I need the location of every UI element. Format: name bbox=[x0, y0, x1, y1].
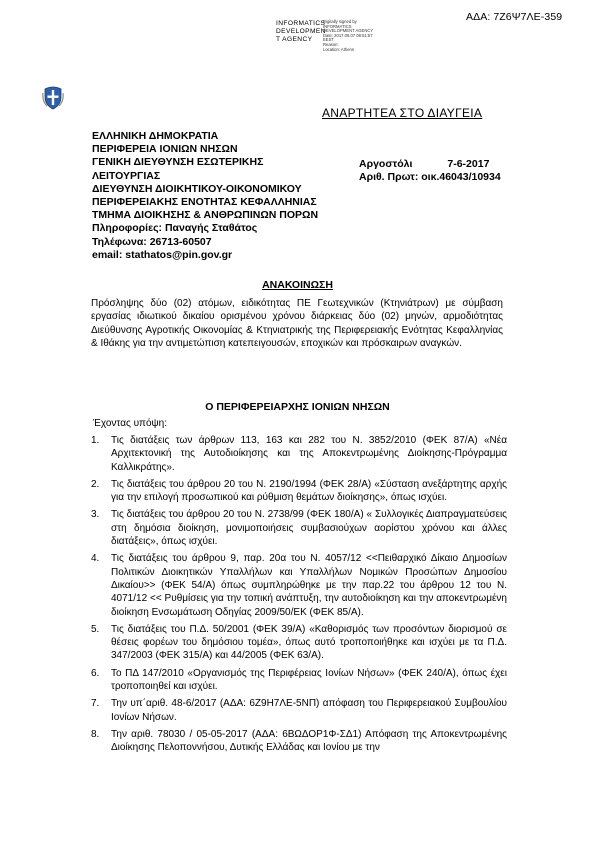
place-date: Αργοστόλι 7-6-2017 bbox=[359, 158, 490, 170]
authority-line: ΛΕΙΤΟΥΡΓΙΑΣ bbox=[92, 169, 161, 182]
list-item-text: Τις διατάξεις του άρθρου 20 του Ν. 2190/1994 (ΦΕΚ 28/Α) «Σύσταση ανεξάρτητης αρχής για την επιλογή προσωπικού και ρύθμιση θεμάτων διοίκησης», όπως ισχύει. bbox=[111, 478, 507, 504]
signature-detail-line: Location: Athens bbox=[323, 46, 354, 52]
list-item-number: 4. bbox=[91, 553, 100, 565]
authority-line: ΔΙΕΥΘΥΝΣΗ ΔΙΟΙΚΗΤΙΚΟΥ-ΟΙΚΟΝΟΜΙΚΟΥ bbox=[92, 182, 302, 195]
signature-org-line: DEVELOPMEN bbox=[276, 28, 326, 35]
list-item-text: Την υπ΄αριθ. 48-6/2017 (ΑΔΑ: 6Ζ9Η7ΛΕ-5ΝΠ) απόφαση του Περιφερειακού Συμβουλίου Ιονίων Νήσων. bbox=[111, 698, 507, 723]
contact-info: Πληροφορίες: Παναγής Σταθάτος bbox=[92, 222, 258, 235]
contact-phone: Τηλέφωνα: 26713-60507 bbox=[92, 235, 212, 248]
authority-line: ΓΕΝΙΚΗ ΔΙΕΥΘΥΝΣΗ ΕΣΩΤΕΡΙΚΗΣ bbox=[92, 156, 264, 169]
notice-intro-paragraph: Πρόσληψης δύο (02) ατόμων, ειδικότητας ΠΕ Γεωτεχνικών (Κτηνιάτρων) με σύμβαση εργασίας ιδιωτικού δικαίου ορισμένου χρόνου διάρκειας δύο (02) μηνών, αρμοδιότητας Διεύθυνσης Αγροτικής Οικονομίας & Κτηνιατρικής της Περιφερειακής Ενότητας Κεφαλληνίας & Ιθάκης για την αντιμετώπιση κατεπειγουσών, εποχικών και πρόσκαιρων αναγκών. bbox=[91, 298, 503, 349]
signature-org bbox=[276, 20, 326, 44]
list-item-number: 7. bbox=[91, 698, 100, 710]
list-item bbox=[91, 508, 507, 548]
authority-line: ΠΕΡΙΦΕΡΕΙΑ ΙΟΝΙΩΝ ΝΗΣΩΝ bbox=[92, 143, 238, 156]
list-item-text: Την αριθ. 78030 / 05-05-2017 (ΑΔΑ: 6ΒΩΔΟΡ1Φ-ΣΔ1) Απόφαση της Αποκεντρωμένης Διοίκησης Πελοποννήσου, Δυτικής Ελλάδας και Ιονίου με την bbox=[111, 728, 507, 754]
authority-line: ΕΛΛΗΝΙΚΗ ΔΗΜΟΚΡΑΤΙΑ bbox=[92, 130, 219, 142]
list-item bbox=[91, 667, 507, 694]
list-item-number: 1. bbox=[91, 435, 100, 446]
signature-org-line: INFORMATICS bbox=[276, 20, 326, 27]
signature-detail-line: INFORMATICS bbox=[323, 23, 352, 29]
signature-org-line: T AGENCY bbox=[276, 36, 313, 43]
list-item bbox=[91, 728, 507, 755]
authority-line: ΠΕΡΙΦΕΡΕΙΑΚΗΣ ΕΝΟΤΗΤΑΣ ΚΕΦΑΛΛΗΝΙΑΣ bbox=[92, 196, 317, 209]
signature-detail-line: DEVELOPMENT AGENCY bbox=[323, 28, 374, 34]
date-protocol-block bbox=[359, 158, 501, 184]
signature-detail-line: EEST bbox=[323, 37, 334, 43]
signature-detail-line: Reason: bbox=[323, 41, 339, 47]
contact-email: email: stathatos@pin.gov.gr bbox=[92, 248, 233, 261]
list-item bbox=[91, 434, 507, 474]
ada-code: ΑΔΑ: 7Ζ6Ψ7ΛΕ-359 bbox=[466, 11, 563, 23]
list-item bbox=[91, 623, 507, 663]
signature-detail-line: Date: 2017.06.07 08:51:57 bbox=[323, 32, 373, 38]
signature-details bbox=[323, 20, 383, 52]
publish-to-diavgeia-note: ΑΝΑΡΤΗΤΕΑ ΣΤΟ ΔΙΑΥΓΕΙΑ bbox=[322, 106, 483, 120]
authority-line: ΤΜΗΜΑ ΔΙΟΙΚΗΣΗΣ & ΑΝΘΡΩΠΙΝΩΝ ΠΟΡΩΝ bbox=[92, 209, 319, 222]
list-item-number: 3. bbox=[91, 509, 100, 521]
list-item-number: 8. bbox=[91, 728, 100, 740]
list-item-text: Το ΠΔ 147/2010 «Οργανισμός της Περιφέρειας Ιονίων Νήσων» (ΦΕΚ 240/Α), όπως έχει τροποποιηθεί και ισχύει. bbox=[111, 667, 507, 693]
notice-title: ΑΝΑΚΟΙΝΩΣΗ bbox=[262, 279, 333, 291]
list-item bbox=[91, 478, 507, 505]
greek-emblem-icon bbox=[42, 84, 64, 110]
protocol-number: Αριθ. Πρωτ: οικ.46043/10934 bbox=[359, 171, 501, 184]
legal-basis-list bbox=[91, 434, 507, 759]
regional-governor-heading: Ο ΠΕΡΙΦΕΡΕΙΑΡΧΗΣ ΙΟΝΙΩΝ ΝΗΣΩΝ bbox=[205, 401, 390, 413]
list-item-number: 5. bbox=[91, 623, 100, 635]
list-item bbox=[91, 552, 507, 618]
list-item-text: Τις διατάξεις των άρθρων 113, 163 και 282 του Ν. 3852/2010 (ΦΕΚ 87/Α) «Νέα Αρχιτεκτονική της Αυτοδιοίκησης και της Αποκεντρωμένης Διοίκησης-Πρόγραμμα Καλλικράτης». bbox=[111, 435, 507, 473]
list-item-number: 2. bbox=[91, 478, 100, 490]
signature-detail-line: Digitally signed by bbox=[323, 19, 357, 24]
list-item bbox=[91, 697, 507, 724]
issuing-authority-block bbox=[92, 130, 318, 262]
considering-label: Έχοντας υπόψη: bbox=[93, 418, 167, 429]
list-item-text: Τις διατάξεις του Π.Δ. 50/2001 (ΦΕΚ 39/Α) «Καθορισμός των προσόντων διορισμού σε θέσεις φορέων του δημόσιου τομέα», όπως αυτό τροποποιήθηκε και ισχύει με τα Π.Δ. 347/2003 (ΦΕΚ 315/Α) και 44/2005 (ΦΕΚ 63/Α). bbox=[111, 623, 507, 662]
list-item-text: Τις διατάξεις του άρθρου 9, παρ. 20α του Ν. 4057/12 <<Πειθαρχικό Δίκαιο Δημοσίων Πολιτικών Διοικητικών Υπαλλήλων και Υπαλλήλων Νομικών Προσώπων Δημοσίου Δικαίου>> (ΦΕΚ 54/Α) όπως συμπληρώθηκε με την παρ.22 του άρθρου 12 του Ν. 4071/12 << Ρυθμίσεις για την τοπική ανάπτυξη, την αυτοδιοίκηση και την αποκεντρωμένη διοίκηση Ενσωμάτωση Οδηγίας 2009/50/ΕΚ (ΦΕΚ 85/Α). bbox=[111, 553, 507, 618]
list-item-text: Τις διατάξεις του άρθρου 20 του Ν. 2738/99 (ΦΕΚ 180/Α) « Συλλογικές Διαπραγματεύσεις στη δημόσια διοίκηση, μονιμοποιήσεις συμβασιούχων αορίστου χρόνου και άλλες διατάξεις», όπως ισχύει. bbox=[111, 509, 507, 548]
list-item-number: 6. bbox=[91, 667, 100, 679]
